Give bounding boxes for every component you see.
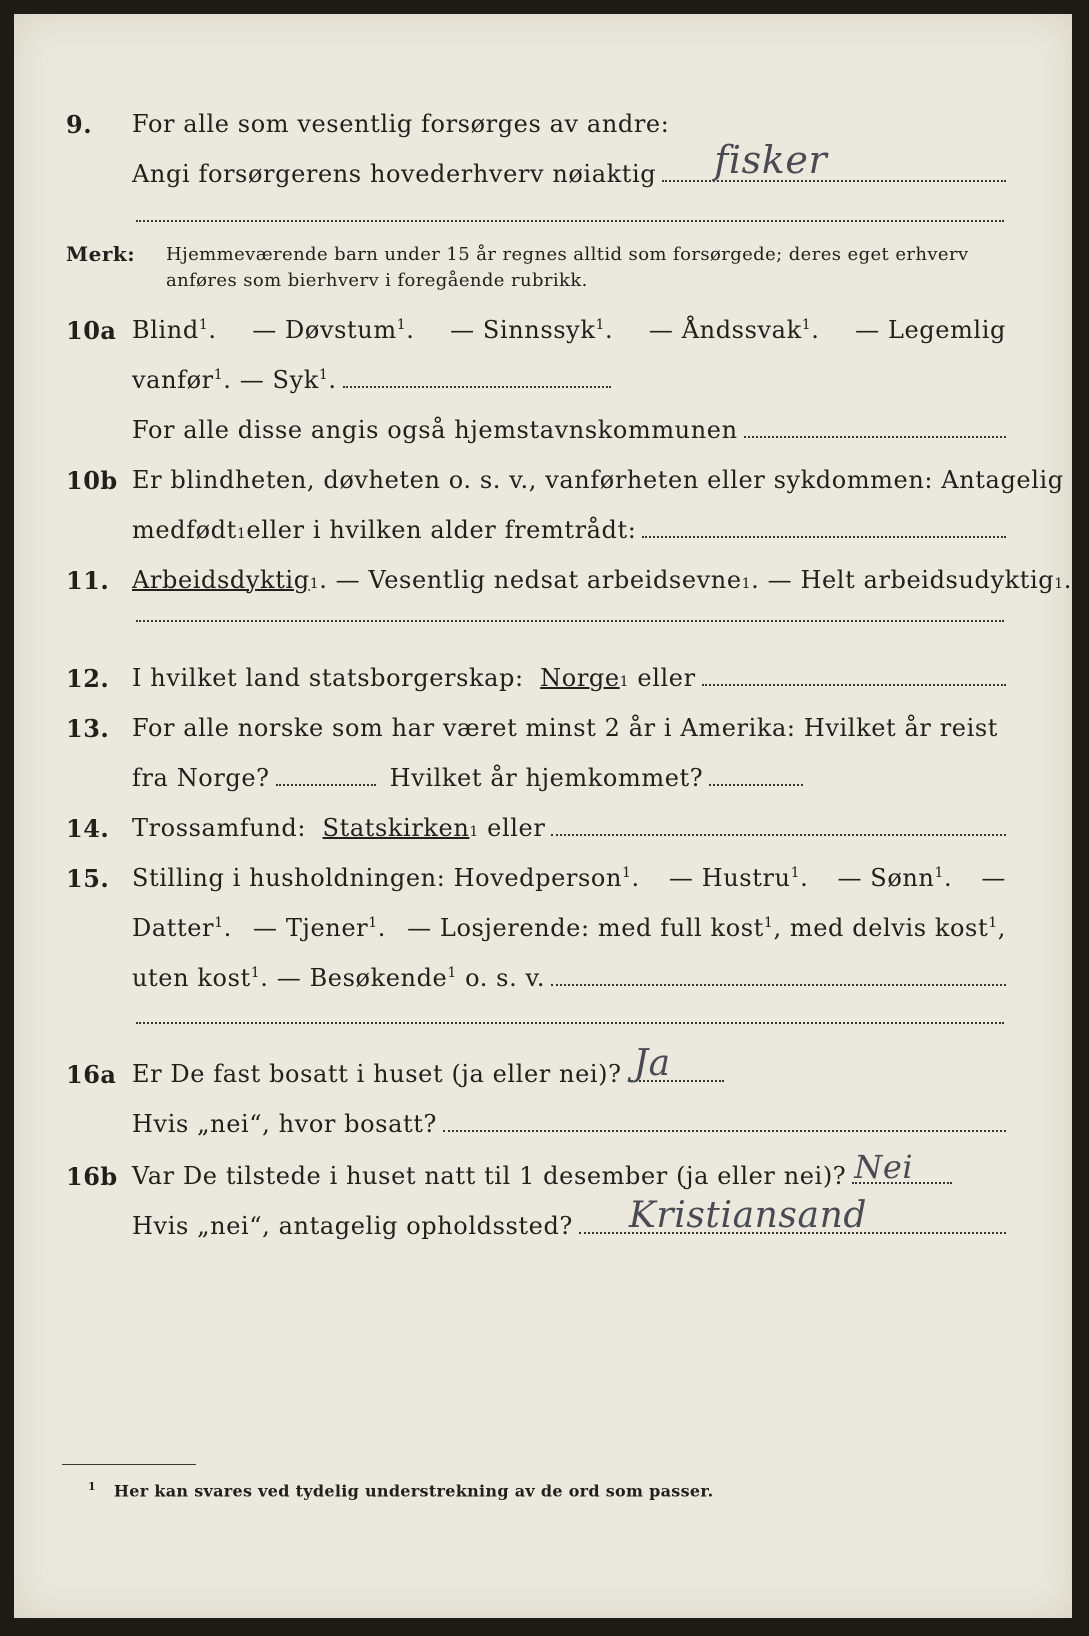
q15-opt-hovedperson[interactable]: Stilling i husholdningen: Hovedperson$^1$.: [132, 864, 640, 892]
q11-opt-udyktig[interactable]: — Helt arbeidsudyktig: [767, 566, 1055, 594]
q15-opt-hustru[interactable]: — Hustru$^1$.: [668, 864, 809, 892]
q16a-line1-text: Er De fast bosatt i huset (ja eller nei)?: [132, 1060, 622, 1088]
q16a-answer-handwritten: Ja: [633, 1043, 671, 1084]
q13-line1: [132, 714, 998, 742]
q10a-opt-syk: — Syk$^1$.: [239, 366, 337, 394]
q10b-number: 10b: [66, 466, 118, 495]
q16a-bosatt-field[interactable]: [443, 1130, 1006, 1132]
q10a-opt-vanfor: vanfør$^1$.: [132, 366, 240, 394]
q15-dash: —: [981, 864, 1006, 892]
q10a-opt-legemlig: — Legemlig: [855, 316, 1006, 344]
q16b-opholdssted-field[interactable]: [579, 1195, 1006, 1236]
q15-opt-uten-kost[interactable]: uten kost$^1$.: [132, 964, 277, 992]
q11-line: Arbeidsdyktig 1 . — Vesentlig nedsat arbeidsevne 1 . — Helt arbeidsudyktig 1 .: [132, 566, 1073, 594]
q16a-answer-field[interactable]: [628, 1043, 724, 1084]
q14-eller: eller: [487, 814, 546, 842]
merk-line1: Hjemmeværende barn under 15 år regnes alltid som forsørgede; deres eget erhverv: [166, 244, 969, 265]
q16a-line1: [132, 1043, 724, 1088]
q15-opt-besokende[interactable]: — Besøkende$^1$: [276, 964, 457, 992]
q12-opt-norge-underlined[interactable]: Norge: [540, 664, 620, 692]
q16a-line2-text: Hvis „nei“, hvor bosatt?: [132, 1110, 437, 1138]
q9-line2-text: Angi forsørgerens hovederhverv nøiaktig: [132, 160, 657, 188]
q14-line: Trossamfund: Statskirken 1 eller: [132, 814, 1006, 842]
q13-hjemkommet-field[interactable]: [709, 784, 803, 786]
merk-label: Merk:: [66, 242, 136, 266]
q15-opt-sonn[interactable]: — Sønn$^1$.: [837, 864, 953, 892]
q16b-line1: [132, 1148, 952, 1190]
separator-line: [136, 620, 1004, 622]
q10b-line2-text: eller i hvilken alder fremtrådt:: [246, 516, 637, 544]
q10a-line3: [132, 416, 1006, 444]
q10a-opt-andssvak: — Åndssvak$^1$.: [648, 316, 820, 344]
q12-eller: eller: [637, 664, 696, 692]
footnote-mark: 1: [88, 1480, 96, 1493]
q12-country-field[interactable]: [702, 684, 1006, 686]
q14-trossamfund-field[interactable]: [551, 834, 1006, 836]
q10b-opt-medfodt: medfødt: [132, 516, 237, 544]
q13-hjemkommet-label: Hvilket år hjemkommet?: [389, 764, 704, 792]
q10b-line2: medfødt 1 eller i hvilken alder fremtrådt:: [132, 516, 1006, 544]
q14-number: 14.: [66, 814, 110, 843]
q16b-line2: [132, 1195, 1006, 1240]
q12-number: 12.: [66, 664, 110, 693]
q9-line1: [132, 110, 669, 138]
q11-opt-arbeidsdyktig-underlined[interactable]: Arbeidsdyktig: [132, 566, 310, 594]
q11-opt-nedsat[interactable]: — Vesentlig nedsat arbeidsevne: [335, 566, 742, 594]
q9-line2: [132, 138, 1006, 188]
q9-answer-field[interactable]: [662, 138, 1006, 182]
q10a-opt-dovstum: — Døvstum$^1$.: [252, 316, 415, 344]
q10b-alder-field[interactable]: [642, 536, 1006, 538]
q13-reist-label: fra Norge?: [132, 764, 270, 792]
q16b-line1-text: Var De tilstede i huset natt til 1 desember (ja eller nei)?: [132, 1162, 847, 1190]
q16b-answer-handwritten: Nei: [854, 1148, 914, 1186]
q13-line2: [132, 764, 803, 792]
q15-line1: [132, 864, 1006, 892]
q10b-line1: [132, 466, 1064, 494]
q15-line3: [132, 964, 1006, 992]
q13-line1-text: For alle norske som har været minst 2 år i Amerika: Hvilket år reist: [132, 714, 999, 742]
q15-line2: [132, 914, 1006, 942]
q10a-opt-blind: Blind$^1$.: [132, 316, 217, 344]
merk-line2: anføres som bierhverv i foregående rubrikk.: [166, 270, 588, 291]
q15-opt-tjener[interactable]: — Tjener$^1$.: [253, 914, 386, 942]
footnote: [88, 1480, 714, 1500]
q14-text: Trossamfund:: [132, 814, 307, 842]
q15-number: 15.: [66, 864, 110, 893]
q9-line1-text: For alle som vesentlig forsørges av andre:: [132, 110, 670, 138]
q16b-line2-text: Hvis „nei“, antagelig opholdssted?: [132, 1212, 573, 1240]
q14-opt-statskirken-underlined[interactable]: Statskirken: [322, 814, 470, 842]
q12-line: I hvilket land statsborgerskap: Norge 1 eller: [132, 664, 1006, 692]
q15-opt-datter[interactable]: Datter$^1$.: [132, 914, 232, 942]
q10a-number: 10a: [66, 316, 117, 345]
q10a-syk-field[interactable]: [343, 386, 611, 388]
footnote-rule: [62, 1464, 196, 1465]
q10a-opt-sinnssyk: — Sinnssyk$^1$.: [450, 316, 614, 344]
q10a-hjemstavn-field[interactable]: [744, 436, 1006, 438]
q10b-line1-text: Er blindheten, døvheten o. s. v., vanførheten eller sykdommen: Antagelig: [132, 466, 1064, 494]
q10a-line3-text: For alle disse angis også hjemstavnskommunen: [132, 416, 738, 444]
q15-stilling-field[interactable]: [551, 984, 1006, 986]
q16a-line2: [132, 1110, 1006, 1138]
census-form-page: [14, 14, 1072, 1618]
q16b-number: 16b: [66, 1162, 118, 1191]
q13-number: 13.: [66, 714, 110, 743]
q12-text: I hvilket land statsborgerskap:: [132, 664, 524, 692]
q15-opt-losjerende[interactable]: — Losjerende: med full kost$^1$, med delvis kost$^1$,: [407, 914, 1006, 942]
separator-line: [136, 1022, 1004, 1024]
q11-number: 11.: [66, 566, 110, 595]
q9-answer-handwritten: fisker: [714, 138, 828, 182]
q15-osv: o. s. v.: [465, 964, 546, 992]
q16b-opholdssted-handwritten: Kristiansand: [628, 1195, 867, 1236]
q13-reist-field[interactable]: [276, 784, 376, 786]
q10a-line2: [132, 366, 611, 394]
separator-line: [136, 220, 1004, 222]
q16b-answer-field[interactable]: [852, 1148, 952, 1186]
q10a-line1: [132, 316, 1006, 344]
q16a-number: 16a: [66, 1060, 117, 1089]
q9-number: 9.: [66, 110, 93, 139]
footnote-text: Her kan svares ved tydelig understrekning av de ord som passer.: [113, 1481, 714, 1501]
